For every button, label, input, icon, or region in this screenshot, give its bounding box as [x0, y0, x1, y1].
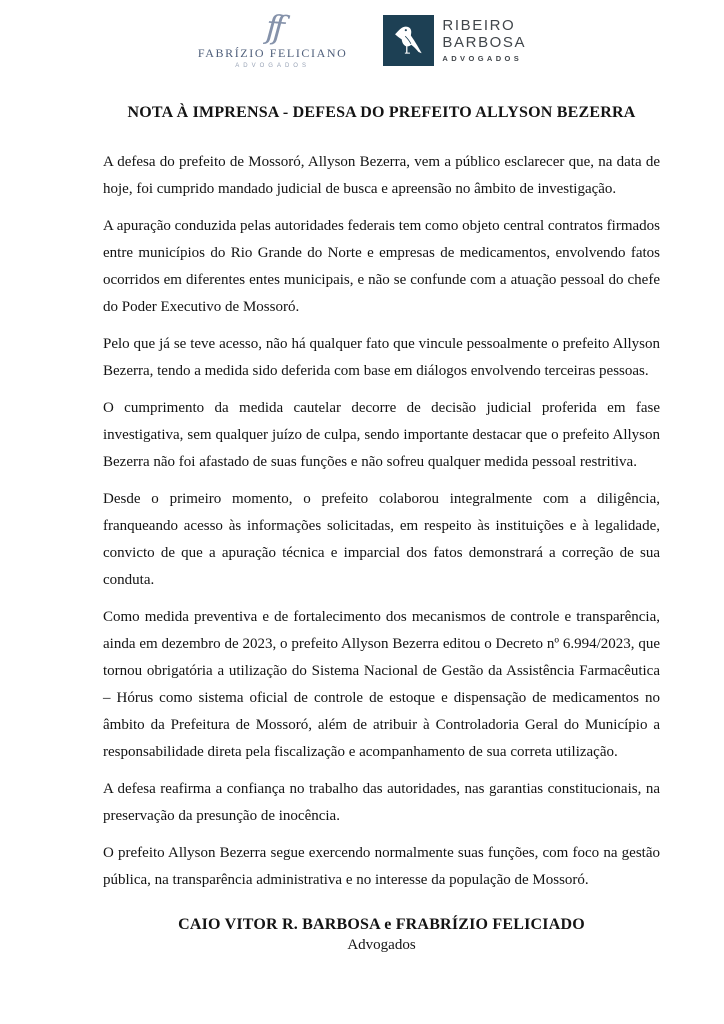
- paragraph: A defesa reafirma a confiança no trabalho das autoridades, nas garantias constitucionais, na preservação da presunção de inocência.: [103, 781, 660, 824]
- paragraph: Pelo que já se teve acesso, não há qualquer fato que vincule pessoalmente o prefeito Allyson Bezerra, tendo a medida sido deferida com base em diálogos envolvendo terceiras pessoas.: [103, 336, 660, 379]
- paragraph: O cumprimento da medida cautelar decorre de decisão judicial proferida em fase investigativa, sem qualquer juízo de culpa, sendo importante destacar que o prefeito Allyson Bezerra não foi afastado de suas funções e não sofreu qualquer medida pessoal restritiva.: [103, 400, 660, 470]
- paragraph-list: [103, 149, 660, 894]
- logo-ribeiro-barbosa: [383, 15, 526, 66]
- paragraph: Desde o primeiro momento, o prefeito colaborou integralmente com a diligência, franqueando acesso às informações solicitadas, em respeito às instituições e à legalidade, convicto de que a apuração técnica e imparcial dos fatos demonstrará a correção de sua conduta.: [103, 491, 660, 588]
- logo-right-line1: RIBEIRO: [442, 17, 516, 34]
- logo-left-subtitle: ADVOGADOS: [235, 62, 310, 69]
- paragraph: A defesa do prefeito de Mossoró, Allyson Bezerra, vem a público esclarecer que, na data de hoje, foi cumprido mandado judicial de busca e apreensão no âmbito de investigação.: [103, 154, 660, 197]
- logo-fabrizio-feliciano: [197, 7, 348, 69]
- logo-right-subtitle: ADVOGADOS: [442, 54, 523, 63]
- paragraph: A apuração conduzida pelas autoridades federais tem como objeto central contratos firmados entre municípios do Rio Grande do Norte e empresas de medicamentos, envolvendo fatos ocorridos em diferentes entes municipais, e não se confunde com a atuação pessoal do chefe do Poder Executivo de Mossoró.: [103, 218, 660, 315]
- document-body: [0, 104, 724, 954]
- logo-right-text: [442, 17, 526, 63]
- page-title: NOTA À IMPRENSA - DEFESA DO PREFEITO ALLYSON BEZERRA: [127, 104, 636, 121]
- ff-monogram-icon: ff: [264, 7, 281, 46]
- paragraph: Como medida preventiva e de fortalecimento dos mecanismos de controle e transparência, ainda em dezembro de 2023, o prefeito Allyson Bezerra editou o Decreto nº 6.994/2023, que tornou obrigatória a utilização do Sistema Nacional de Gestão da Assistência Farmacêutica – Hórus como sistema oficial de controle de estoque e dispensação de medicamentos no âmbito da Prefeitura de Mossoró, além de atribuir à Controladoria Geral do Município a responsabilidade direta pela fiscalização e acompanhamento de sua correta utilização.: [103, 609, 660, 760]
- signature-names: CAIO VITOR R. BARBOSA e FRABRÍZIO FELICIADO: [178, 916, 585, 933]
- signature-block: [103, 916, 660, 954]
- paragraph: O prefeito Allyson Bezerra segue exercendo normalmente suas funções, com foco na gestão pública, na transparência administrativa e no interesse da população de Mossoró.: [103, 845, 660, 888]
- signature-role: Advogados: [347, 937, 416, 953]
- letterhead: [0, 0, 724, 72]
- crow-icon: [383, 15, 434, 66]
- logo-right-line2: BARBOSA: [442, 34, 527, 51]
- logo-left-firm-name: FABRÍZIO FELICIANO: [197, 45, 348, 60]
